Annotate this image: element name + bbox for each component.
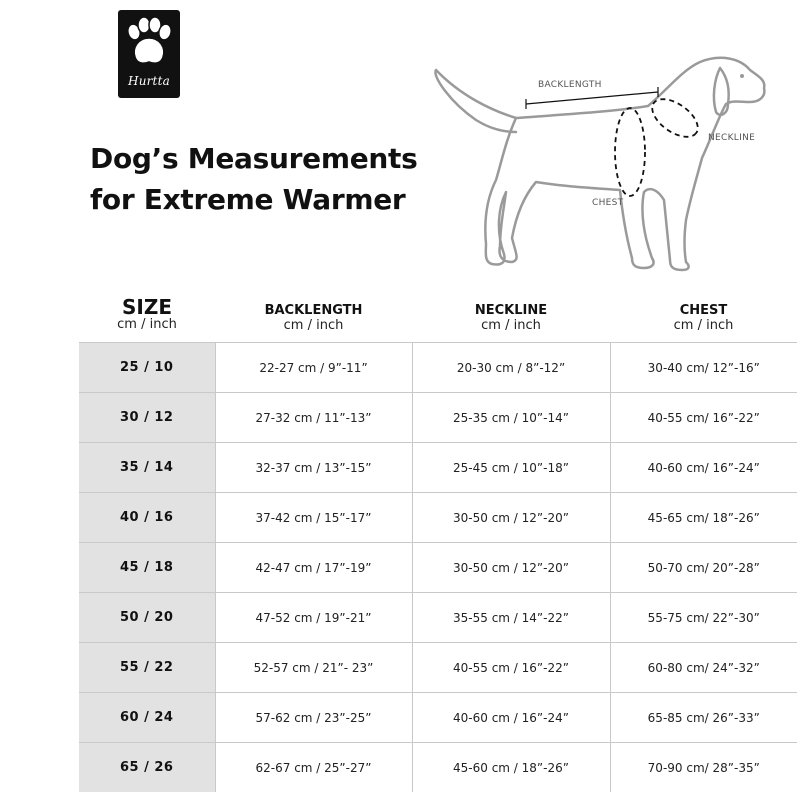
neckline-cell: 25-45 cm / 10”-18”	[412, 443, 610, 493]
backlength-cell: 62-67 cm / 25”-27”	[215, 743, 412, 793]
dog-body	[485, 58, 764, 270]
backlength-cell: 32-37 cm / 13”-15”	[215, 443, 412, 493]
neckline-cell: 40-60 cm / 16”-24”	[412, 693, 610, 743]
chest-cell: 30-40 cm/ 12”-16”	[610, 343, 797, 393]
backlength-cell: 47-52 cm / 19”-21”	[215, 593, 412, 643]
neckline-cell: 35-55 cm / 14”-22”	[412, 593, 610, 643]
neckline-cell: 45-60 cm / 18”-26”	[412, 743, 610, 793]
table-row	[79, 493, 797, 543]
header-size-label: SIZE	[121, 295, 172, 319]
backlength-cell: 27-32 cm / 11”-13”	[215, 393, 412, 443]
neckline-cell: 30-50 cm / 12”-20”	[412, 493, 610, 543]
neckline-cell: 30-50 cm / 12”-20”	[412, 543, 610, 593]
table-row	[79, 693, 797, 743]
table-row	[79, 443, 797, 493]
chest-cell: 70-90 cm/ 28”-35”	[610, 743, 797, 793]
backlength-line	[526, 87, 658, 109]
neckline-cell: 20-30 cm / 8”-12”	[412, 343, 610, 393]
header-size-unit: cm / inch	[117, 317, 177, 332]
chest-cell: 65-85 cm/ 26”-33”	[610, 693, 797, 743]
size-cell: 30 / 12	[79, 393, 215, 443]
header-neckline	[412, 303, 610, 333]
neckline-cell: 25-35 cm / 10”-14”	[412, 393, 610, 443]
chest-cell: 50-70 cm/ 20”-28”	[610, 543, 797, 593]
chest-label: CHEST	[592, 198, 624, 208]
size-cell: 35 / 14	[79, 443, 215, 493]
chest-cell: 40-60 cm/ 16”-24”	[610, 443, 797, 493]
table-row	[79, 743, 797, 793]
size-cell: 65 / 26	[79, 743, 215, 793]
header-backlength-label: BACKLENGTH	[264, 303, 363, 318]
size-table	[79, 342, 797, 792]
header-chest-unit: cm / inch	[673, 318, 734, 333]
table-row	[79, 393, 797, 443]
dog-ear	[714, 68, 729, 115]
backlength-cell: 37-42 cm / 15”-17”	[215, 493, 412, 543]
title-line-2: for Extreme Warmer	[90, 183, 406, 216]
table-row	[79, 643, 797, 693]
title-line-1: Dog’s Measurements	[90, 142, 418, 175]
chest-marker	[615, 108, 645, 196]
page-title	[90, 138, 417, 220]
size-cell: 60 / 24	[79, 693, 215, 743]
chest-cell: 45-65 cm/ 18”-26”	[610, 493, 797, 543]
table-row	[79, 343, 797, 393]
backlength-cell: 52-57 cm / 21”- 23”	[215, 643, 412, 693]
table-row	[79, 593, 797, 643]
chest-cell: 60-80 cm/ 24”-32”	[610, 643, 797, 693]
backlength-cell: 57-62 cm / 23”-25”	[215, 693, 412, 743]
neckline-cell: 40-55 cm / 16”-22”	[412, 643, 610, 693]
brand-logo	[118, 10, 180, 98]
logo-wordmark: Hurtta	[128, 74, 170, 88]
paw-icon	[118, 10, 180, 74]
header-backlength-unit: cm / inch	[283, 318, 344, 333]
chest-cell: 40-55 cm/ 16”-22”	[610, 393, 797, 443]
size-cell: 45 / 18	[79, 543, 215, 593]
header-neckline-label: NECKLINE	[474, 303, 548, 318]
chest-cell: 55-75 cm/ 22”-30”	[610, 593, 797, 643]
header-chest	[610, 303, 797, 333]
size-cell: 25 / 10	[79, 343, 215, 393]
dog-eye	[740, 74, 744, 78]
header-neckline-unit: cm / inch	[481, 318, 541, 333]
neckline-label: NECKLINE	[708, 133, 756, 143]
size-cell: 40 / 16	[79, 493, 215, 543]
header-size	[79, 296, 215, 332]
backlength-cell: 22-27 cm / 9”-11”	[215, 343, 412, 393]
size-cell: 50 / 20	[79, 593, 215, 643]
dog-tail	[435, 70, 516, 132]
table-row	[79, 543, 797, 593]
dog-measurement-diagram	[420, 40, 780, 280]
header-chest-label: CHEST	[679, 303, 728, 318]
backlength-cell: 42-47 cm / 17”-19”	[215, 543, 412, 593]
header-backlength	[215, 303, 412, 333]
size-cell: 55 / 22	[79, 643, 215, 693]
backlength-label: BACKLENGTH	[538, 80, 602, 90]
